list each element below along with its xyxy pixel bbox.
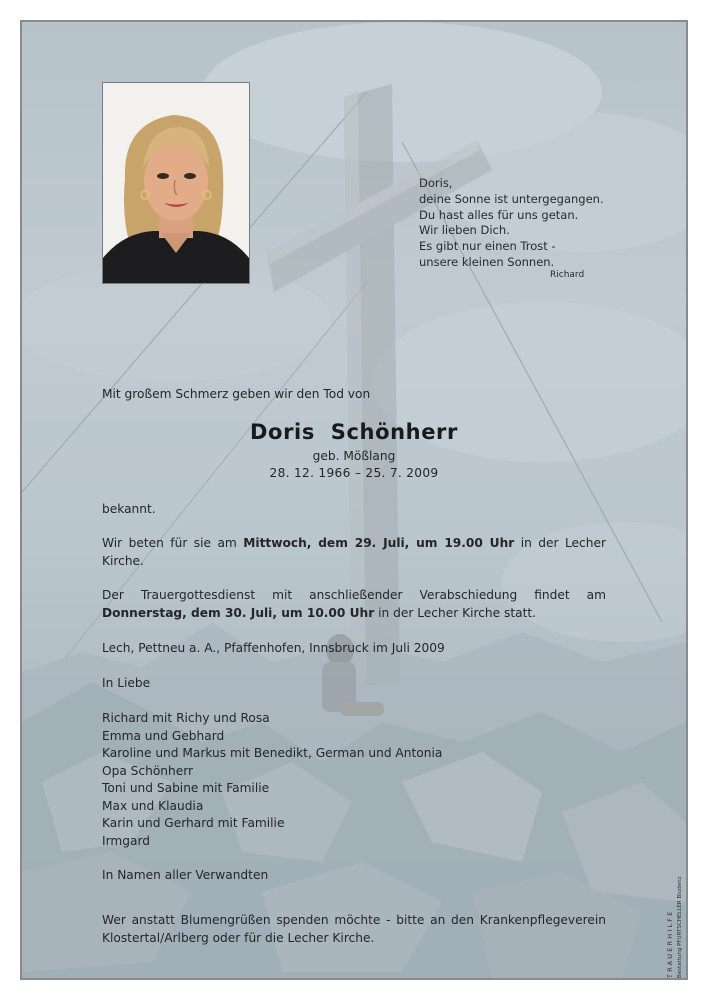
poem-signature: Richard — [550, 270, 585, 280]
prayer-paragraph — [102, 535, 606, 570]
publisher-brand: TRAUERHILFE — [666, 909, 674, 978]
mourners-list — [102, 710, 442, 850]
funeral-text-before: Der Trauergottesdienst mit anschließender Verabschiedung findet am — [102, 588, 606, 602]
mourner-item: Opa Schönherr — [102, 763, 194, 778]
mourner-item: Karin und Gerhard mit Familie — [102, 816, 285, 830]
prayer-text-before: Wir beten für sie am — [102, 536, 244, 550]
mourner-item: Toni und Sabine mit Familie — [102, 781, 270, 795]
obituary-card — [20, 20, 693, 980]
poem-line: Doris, — [419, 176, 453, 190]
publisher-logo — [663, 872, 693, 980]
life-dates: 28. 12. 1966 – 25. 7. 2009 — [269, 466, 439, 480]
poem-line: Du hast alles für uns getan. — [419, 207, 579, 222]
poem-line: Wir lieben Dich. — [419, 223, 510, 238]
portrait-image — [103, 83, 249, 283]
poem-line: Es gibt nur einen Trost - — [419, 239, 556, 254]
announcement-known: bekannt. — [102, 502, 156, 516]
donation-note: Wer anstatt Blumengrüßen spenden möchte - bitte an den Krankenpflegeverein Klostertal/Arlberg oder für die Lecher Kirche. — [102, 913, 606, 945]
prayer-text-after: in der Lecher Kirche. — [102, 536, 606, 568]
mourner-item: Max und Klaudia — [102, 798, 204, 813]
relatives-note: In Namen aller Verwandten — [102, 868, 269, 882]
poem-line: deine Sonne ist untergegangen. — [419, 191, 604, 206]
place-date: Lech, Pettneu a. A., Pfaffenhofen, Innsbruck im Juli 2009 — [102, 641, 445, 655]
maiden-name: geb. Mößlang — [312, 449, 396, 463]
poem — [419, 176, 604, 271]
mourner-item: Emma und Gebhard — [102, 728, 225, 743]
mourner-item: Irmgard — [102, 833, 150, 848]
portrait-photo — [102, 82, 250, 284]
funeral-date: Donnerstag, dem 30. Juli, um 10.00 Uhr — [102, 605, 375, 620]
mourner-item: Karoline und Markus mit Benedikt, German und Antonia — [102, 746, 443, 760]
deceased-name: Doris Schönherr — [250, 420, 458, 444]
publisher-web: www.trauerhilfe.at — [687, 891, 693, 942]
announcement-intro: Mit großem Schmerz geben wir den Tod von — [102, 387, 371, 401]
publisher-company: Bestattung PFURTSCHELLER Bludenz — [677, 876, 683, 978]
funeral-text-after: in der Lecher Kirche statt. — [374, 605, 537, 620]
mourner-item: Richard mit Richy und Rosa — [102, 711, 270, 725]
in-love: In Liebe — [102, 676, 151, 690]
poem-line: unsere kleinen Sonnen. — [419, 254, 555, 269]
funeral-paragraph — [102, 587, 606, 622]
prayer-date: Mittwoch, dem 29. Juli, um 19.00 Uhr — [243, 536, 515, 550]
